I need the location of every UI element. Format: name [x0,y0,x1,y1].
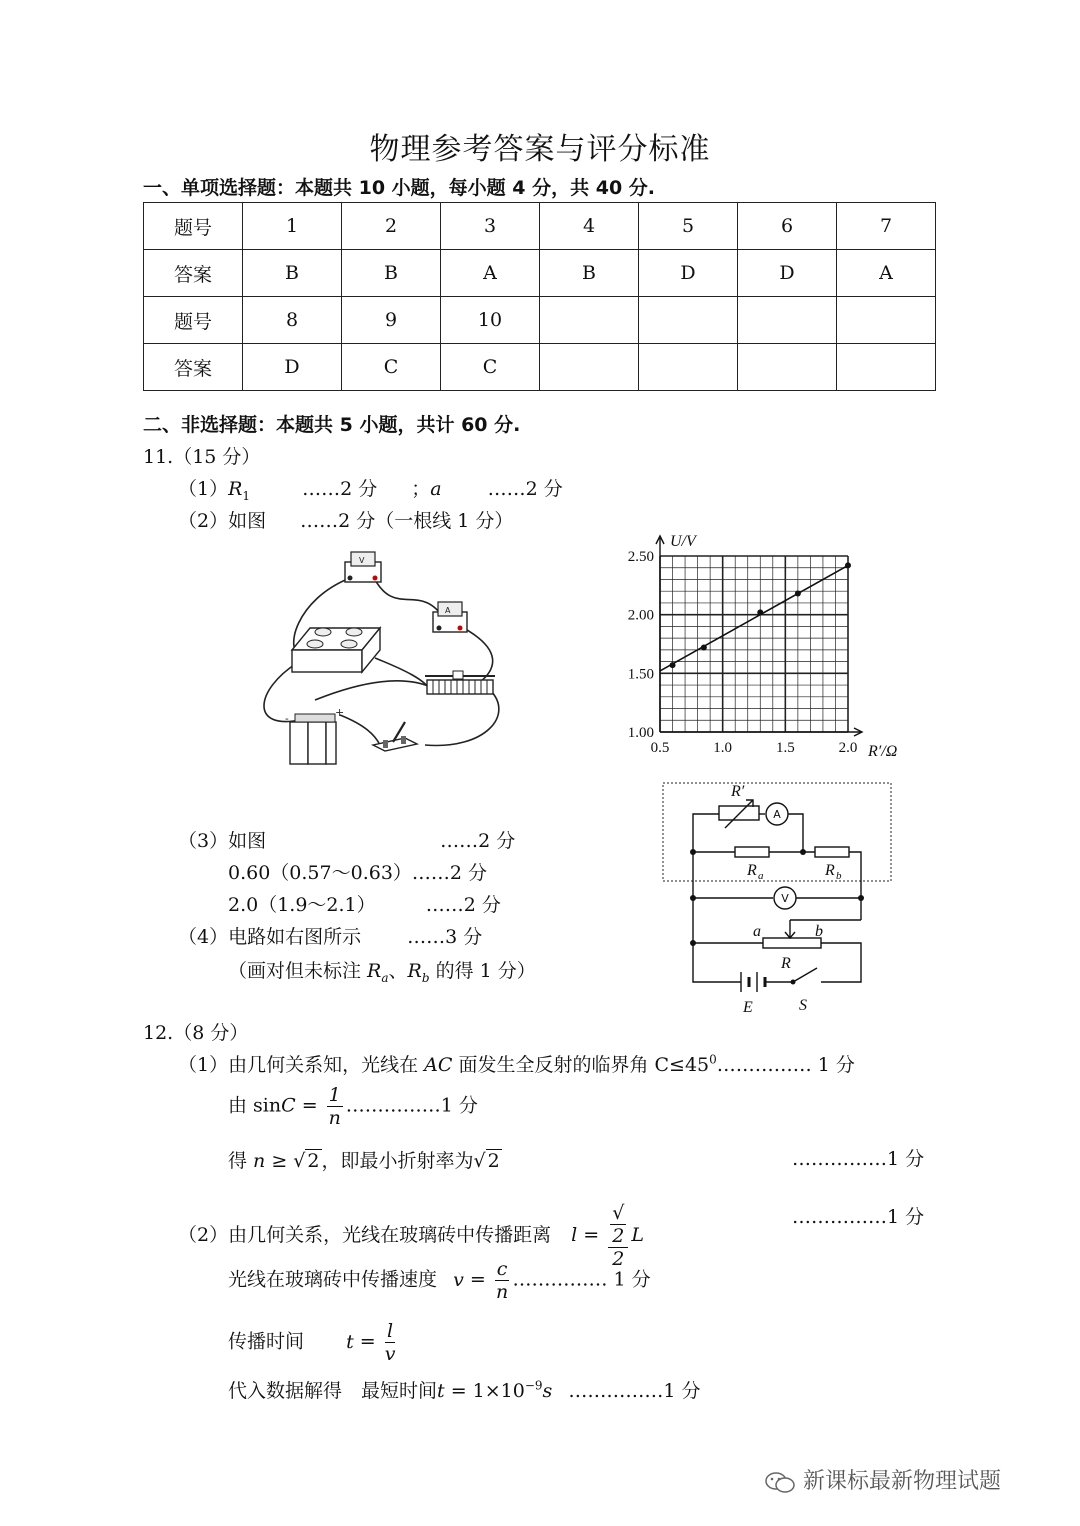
q12-l4-eq: = [577,1224,606,1246]
q12-l7-sup: −9 [524,1378,543,1393]
frac-den: 2 [612,1248,625,1270]
switch-icon [373,722,417,751]
q12-l1-ac: AC [424,1054,453,1076]
table-cell [540,344,639,391]
q12-l5-eq: = [463,1268,492,1291]
section1-heading: 一、单项选择题：本题共 10 小题，每小题 4 分，共 40 分. [143,177,656,199]
x-tick-label: 1.5 [775,740,795,756]
table-cell: D [243,344,342,391]
q12-l5-text: 光线在玻璃砖中传播速度 [228,1268,438,1291]
data-point [670,662,676,668]
q11-p3-line2: 0.60（0.57～0.63）……2 分 [228,862,488,884]
data-point [845,562,851,568]
table-cell: D [639,250,738,297]
q12-l2-fraction [327,1084,343,1129]
table-cell: 1 [243,203,342,250]
q12-l3-mid: ，即最小折射率为 [321,1150,474,1172]
frac-num: c [496,1258,508,1280]
q11-p3-line3 [228,890,501,917]
label-b: b [815,923,823,940]
label-e: E [743,999,753,1016]
q11-p4-note [228,956,536,985]
note-rb: R [407,960,422,982]
note-post: 的得 1 分） [429,960,536,982]
q12-line2 [228,1084,478,1129]
q12-l3-n: n [253,1150,266,1172]
q11-p3-line3-score: ……2 分 [425,894,501,916]
q11-part2 [178,506,513,533]
q12-l6-eq: = [353,1330,382,1353]
data-point [757,609,763,615]
q11-p3-score: ……2 分 [440,830,516,852]
frac-den: n [328,1107,341,1129]
table-cell: 题号 [144,203,243,250]
q12-l2-score: ……………1 分 [345,1094,478,1117]
q12-l5-fraction [495,1258,510,1303]
svg-text:+: + [335,706,345,719]
q12-line1 [178,1050,855,1077]
q12-l3-root2: 2 [487,1150,500,1172]
q12-l7-eq: = 1×10 [444,1380,525,1402]
y-tick-label: 1.50 [627,666,654,683]
q12-l3-ge: ≥ [265,1150,294,1172]
q11-part1 [178,474,563,503]
q12-line7 [228,1376,701,1403]
x-tick-label: 2.0 [838,740,858,756]
x-tick-label: 1.0 [713,740,733,756]
table-cell [738,344,837,391]
data-point [701,645,707,651]
q11-p1-a: a [430,478,442,500]
q12-l1-sup: 0 [709,1052,717,1067]
label-r: R [781,955,791,972]
q12-line5 [228,1258,651,1303]
q12-l4-text: （2）由几何关系，光线在玻璃砖中传播距离 [178,1224,552,1246]
voltmeter-symbol: V [781,892,789,905]
frac-den: n [496,1281,509,1303]
table-cell: 4 [540,203,639,250]
y-tick-label: 1.00 [627,725,654,741]
voltmeter-label: V [359,556,365,565]
fit-line-segment [660,565,848,671]
label-a: a [753,923,761,940]
table-cell: D [738,250,837,297]
x-tick-label: 0.5 [650,740,670,756]
table-cell: 10 [441,297,540,344]
q12-l2-pre: 由 sin [228,1094,282,1117]
q11-part4 [178,922,482,949]
table-cell [837,344,936,391]
table-cell: B [342,250,441,297]
q11-p3-label: （3）如图 [178,830,267,852]
q12-line3: 得 n ≥ √ 2 ，即最小折射率为√ 2 [228,1150,500,1172]
table-cell: C [441,344,540,391]
table-cell: A [441,250,540,297]
table-cell: 答案 [144,250,243,297]
q12-l2-c: C [281,1094,296,1117]
q11-p1-r: R [228,478,243,500]
q12-l4-l: l [571,1224,578,1246]
q11-part3 [178,826,515,853]
q12-l3-score: ……………1 分 [792,1148,925,1170]
q12-l6-text: 传播时间 [228,1330,305,1353]
q12-l2-eq: = [295,1094,324,1117]
page-title: 物理参考答案与评分标准 [369,132,711,167]
y-tick-label: 2.50 [627,549,654,565]
u-r-graph [600,528,920,768]
label-ra: R [747,862,757,879]
q12-l3-root: 2 [307,1150,320,1172]
note-ra-sub: a [381,970,389,985]
resistance-box-icon [292,628,380,672]
q12-l3-pre: 得 [228,1150,254,1172]
battery-icon [285,706,344,764]
table-cell: 8 [243,297,342,344]
graph-grid [660,556,848,732]
label-rb-sub: b [836,870,842,882]
data-point [795,591,801,597]
table-cell: 答案 [144,344,243,391]
table-cell: B [243,250,342,297]
q11-p2-score: ……2 分（一根线 1 分） [300,510,514,532]
apparatus-figure [255,540,545,775]
table-cell [738,297,837,344]
voltmeter-icon [345,552,381,582]
q11-p1-score1: ……2 分 [302,478,378,500]
q12-heading: 12.（8 分） [143,1022,249,1044]
x-axis-label: R′/Ω [868,743,898,760]
q12-l7-score: ……………1 分 [568,1380,701,1402]
q11-p2-label: （2）如图 [178,510,267,532]
ammeter-icon [433,602,467,632]
y-tick-label: 2.00 [627,607,654,624]
q11-p3-line3-value: 2.0（1.9～2.1） [228,894,376,916]
q11-p1-sep: ； [411,478,431,500]
watermark-text: 新课标最新物理试题 [803,1469,1002,1494]
q12-l4-score: ……………1 分 [792,1206,925,1228]
label-s: S [799,997,807,1014]
q11-p4-label: （4）电路如右图所示 [178,926,362,948]
label-ra-sub: a [758,870,764,882]
note-rb-sub: b [421,970,430,985]
table-cell [639,297,738,344]
label-r-prime: R′ [731,783,745,800]
table-row [144,250,936,297]
table-cell: 2 [342,203,441,250]
ammeter-label: A [445,606,451,615]
table-cell: 9 [342,297,441,344]
q12-l1-text: （1）由几何关系知，光线在 [178,1054,425,1076]
graph-axes [656,536,862,736]
frac-num: l [385,1320,396,1343]
frac-den: v [384,1343,396,1365]
q12-l7-text: 代入数据解得 最短时间 [228,1380,438,1402]
ammeter-symbol: A [773,808,781,821]
section2-heading: 二、非选择题：本题共 5 小题，共计 60 分. [143,414,521,436]
table-cell [639,344,738,391]
table-cell: 3 [441,203,540,250]
wechat-icon [764,1470,796,1494]
q12-l1-score: …………… 1 分 [716,1054,855,1076]
q11-p1-r-sub: 1 [242,488,251,503]
label-rb: R [825,862,835,879]
table-cell: 6 [738,203,837,250]
table-cell [837,297,936,344]
y-axis-label: U/V [670,533,696,550]
table-row [144,344,936,391]
q12-line6 [228,1320,398,1365]
table-row [144,297,936,344]
q12-l4-L: L [631,1224,644,1246]
answer-table [143,202,936,391]
rheostat-icon [425,671,495,694]
q12-l1-rest: 面发生全反射的临界角 C≤45 [452,1054,710,1076]
table-row [144,203,936,250]
table-cell: 7 [837,203,936,250]
table-cell [540,297,639,344]
frac-num-root: 2 [612,1225,625,1247]
frac-num: 1 [328,1084,341,1106]
watermark [764,1464,1001,1495]
note-mid: 、 [388,960,408,982]
table-cell: 5 [639,203,738,250]
q12-l5-score: …………… 1 分 [512,1268,651,1291]
q12-l7-s: s [542,1380,553,1402]
table-cell: B [540,250,639,297]
q12-l5-v: v [453,1268,464,1291]
frac-num: √ 2 [608,1202,628,1248]
note-ra: R [367,960,382,982]
table-cell: 题号 [144,297,243,344]
circuit-diagram [655,778,900,1018]
q11-p1-score2: ……2 分 [487,478,563,500]
note-prefix: （画对但未标注 [228,960,368,982]
table-cell: C [342,344,441,391]
fit-line [660,565,848,671]
q11-p4-score: ……3 分 [407,926,483,948]
q12-l7-t: t [437,1380,445,1402]
q11-p1-prefix: （1） [178,478,229,500]
q12-l6-fraction [385,1320,396,1365]
q11-heading: 11.（15 分） [143,446,261,468]
svg-text:-: - [285,712,289,725]
table-cell: A [837,250,936,297]
q12-l6-t: t [346,1330,354,1353]
